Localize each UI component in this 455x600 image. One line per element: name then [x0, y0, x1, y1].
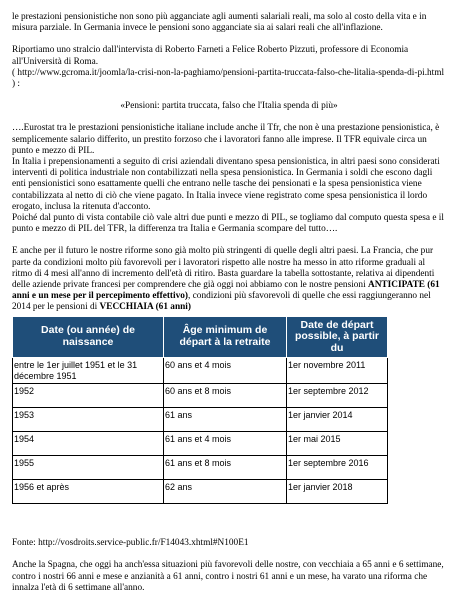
- source-reference: Fonte: http://vosdroits.service-public.fr/F14043.xhtml#N100E1: [12, 538, 249, 549]
- table-row: [13, 456, 388, 480]
- cell-birth: 1952: [13, 384, 164, 408]
- header-departure-date: Date de départ possible, à partir du: [287, 316, 388, 358]
- table-row: [13, 358, 388, 384]
- cell-date: 1er janvier 2018: [287, 480, 388, 504]
- cell-date: 1er septembre 2016: [287, 456, 388, 480]
- vecchiaia-emphasis: VECCHIAIA (61 anni): [99, 302, 191, 313]
- retirement-age-table: [12, 316, 388, 505]
- anticipate-emphasis: ANTICIPATE (61 anni e un mese per il percepimento effettivo): [12, 280, 440, 302]
- paragraph-eurostat-tfr: ….Eurostat tra le prestazioni pensionistiche italiane include anche il Tfr, che non è una prestazione pensionistica, è semplicemente salario differito, un prestito forzoso che i lavoratori fanno alle imprese. Il TFR equivale circa un punto e mezzo di PIL.: [12, 123, 440, 156]
- table-row: [13, 408, 388, 432]
- cell-age: 60 ans et 4 mois: [164, 358, 287, 384]
- source-link[interactable]: http://www.gcroma.it/joomla/la-crisi-non-la-paghiamo/pensioni-partita-truccata-falso-che-litalia-spenda-di-pi.html: [17, 67, 445, 78]
- header-minimum-age: Âge minimum de départ à la retraite: [164, 316, 287, 358]
- table-header-row: [13, 316, 388, 358]
- table-row: [13, 384, 388, 408]
- quote-title: «Pensioni: partita truccata, falso che l'Italia spenda di più»: [120, 101, 338, 112]
- cell-date: 1er janvier 2014: [287, 408, 388, 432]
- france-text-2: , condizioni più sfavorevoli di quelle che essi raggiungeranno nel 2014 per le pensioni di: [12, 291, 431, 313]
- cell-age: 60 ans et 8 mois: [164, 384, 287, 408]
- paragraph-pension-indexation: le prestazioni pensionistiche non sono più agganciate agli aumenti salariali reali, ma solo al costo della vita e in misura parziale. In Germania invece le pensioni sono agganciate sia ai salari reali che all'inflazione.: [12, 12, 427, 34]
- cell-date: 1er mai 2015: [287, 432, 388, 456]
- paragraph-france-reform: [12, 246, 446, 313]
- link-open-paren: (: [12, 67, 18, 78]
- cell-date: 1er novembre 2011: [287, 358, 388, 384]
- cell-age: 61 ans: [164, 408, 287, 432]
- cell-age: 62 ans: [164, 480, 287, 504]
- header-birth-date: Date (ou année) de naissance: [13, 316, 164, 358]
- paragraph-source-link: [12, 68, 446, 90]
- table-row: [13, 480, 388, 504]
- cell-birth: 1954: [13, 432, 164, 456]
- link-close-paren: ) :: [12, 79, 21, 90]
- paragraph-prepensionamenti: In Italia i prepensionamenti a seguito di crisi aziendali diventano spesa pensionistica, in altri paesi sono considerati interventi di politica industriale non contabilizzati nella spesa pensionistica. In Germania i soldi che escono dagli enti pensionistici sono esattamente quelli che entrano nelle tasche dei pensionati e la spesa pensionistica viene contabilizzata al netto di ciò che viene pagato. In Italia invece viene registrato come spesa pensionistica il lordo erogato, inclusa la ritenuta d'acconto.: [12, 157, 440, 212]
- france-text-1: E anche per il futuro le nostre riforme sono già molto più stringenti di quelle degli altri paesi. La Francia, che pur parte da condizioni molto più favorevoli per i lavoratori rispetto alle nostre ha messo in atto riforme graduali al ritmo di 4 mesi all'anno di incremento dell'età di ritiro. Basta guardare la tabella sottostante, relativa ai dipendenti delle aziende private francesi per comprendere che già oggi noi abbiamo con le nostre pensioni: [12, 246, 435, 291]
- document-page: [12, 12, 446, 594]
- cell-birth: 1953: [13, 408, 164, 432]
- cell-birth: 1956 et après: [13, 480, 164, 504]
- paragraph-pil-difference: Poiché dal punto di vista contabile ciò vale altri due punti e mezzo di PIL, se togliamo dal computo questa spesa e il punto e mezzo di PIL del TFR, la differenza tra Italia e Germania scompare del tutto….: [12, 213, 444, 235]
- cell-age: 61 ans et 8 mois: [164, 456, 287, 480]
- cell-age: 61 ans et 4 mois: [164, 432, 287, 456]
- table-row: [13, 432, 388, 456]
- paragraph-spain-reform: Anche la Spagna, che oggi ha anch'essa situazioni più favorevoli delle nostre, con vecchiaia a 65 anni e 6 settimane, contro i nostri 66 anni e mese e anzianità a 61 anni, contro i nostri 61 anni e un mese, ha varato una riforma che innalza l'età di 6 settimane all'anno.: [12, 560, 444, 593]
- cell-date: 1er septembre 2012: [287, 384, 388, 408]
- cell-birth: 1955: [13, 456, 164, 480]
- cell-birth: entre le 1er juillet 1951 et le 31 décembre 1951: [13, 358, 164, 384]
- paragraph-interview-intro: Riportiamo uno stralcio dall'intervista di Roberto Farneti a Felice Roberto Pizzuti, professore di Economia all'Università di Roma.: [12, 45, 409, 67]
